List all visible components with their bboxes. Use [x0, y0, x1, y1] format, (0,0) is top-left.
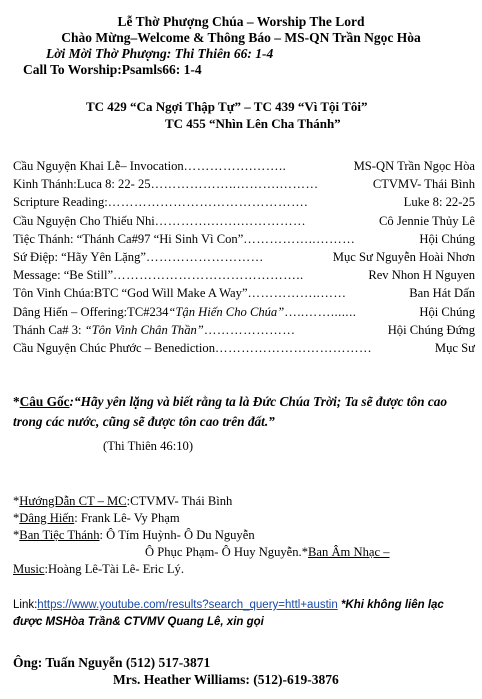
leader-dots: …………….…….. — [183, 159, 287, 173]
bulletin-header — [0, 14, 482, 78]
program-item — [13, 321, 204, 339]
credit-label: HướngDẫn CT – MC — [19, 494, 127, 508]
leader-dots: ………………..……….……… — [150, 177, 319, 192]
program-leader: Ban Hát Dấn — [409, 286, 475, 301]
program-item: Tiệc Thánh: “Thánh Ca#97 “Hi Sinh Vì Con” — [13, 231, 244, 246]
youtube-link[interactable]: https://www.youtube.com/results?search_query=httl+austin — [37, 599, 338, 611]
program-leader: Luke 8: 22-25 — [403, 195, 475, 210]
credit-label: Music — [13, 562, 45, 576]
program-item-hymn: “Tận Hiến Cho Chúa” — [168, 304, 285, 319]
program-item-text: Dâng Hiến – Offering:TC#234 — [13, 304, 169, 319]
credit-value: :CTVMV- Thái Bình — [126, 494, 233, 508]
leader-dots: ……………………………… — [215, 341, 373, 356]
program-item: Tôn Vinh Chúa:BTC “God Will Make A Way” — [13, 286, 248, 301]
leader-dots: ……………..…… — [247, 286, 347, 301]
verse-star: * — [13, 394, 20, 409]
welcome-line: Chào Mừng–Welcome & Thông Báo – MS-QN Trần Ngọc Hòa — [61, 30, 421, 45]
credit-label: Ban Âm Nhạc – — [308, 545, 390, 559]
program-row — [13, 230, 475, 248]
program-leader: Rev Nhon H Nguyen — [368, 268, 475, 283]
contact-1: Ông: Tuấn Nguyễn (512) 517-3871 — [13, 655, 211, 670]
credit-communion: *Ban Tiệc Thánh: Ô Tím Huỳnh- Ô Du Nguyễn — [13, 528, 255, 542]
program-row — [13, 193, 475, 211]
program-leader: Mục Sư — [434, 341, 475, 356]
credit-value: : Ô Tím Huỳnh- Ô Du Nguyễn — [99, 528, 255, 542]
program-leader: Hội Chúng Đứng — [387, 322, 475, 337]
hymn-line-1: TC 429 “Ca Ngợi Thập Tự” – TC 439 “Vì Tội Tôi” — [86, 99, 368, 114]
credit-label: Dâng Hiến — [19, 511, 75, 525]
verse-text-block — [13, 392, 475, 432]
credit-communion-cont: Ô Phục Phạm- Ô Huy Nguyễn.*Ban Âm Nhạc – — [145, 545, 390, 559]
program-row — [13, 175, 475, 193]
program-item: Sứ Điệp: “Hãy Yên Lặng” — [13, 250, 146, 265]
program-item: Kinh Thánh:Luca 8: 22- 25 — [13, 177, 151, 192]
program-item — [13, 303, 284, 321]
livestream-link-block — [13, 597, 475, 631]
leader-dots: ………………………………………. — [107, 195, 308, 210]
service-title: Lễ Thờ Phượng Chúa – Worship The Lord — [117, 14, 365, 29]
program-row — [13, 339, 475, 357]
memory-verse — [13, 392, 475, 454]
hymn-list — [0, 98, 482, 132]
verse-label: Câu Gốc — [19, 394, 70, 409]
verse-citation: (Thi Thiên 46:10) — [103, 439, 194, 453]
program-row — [13, 212, 475, 230]
contact-2: Mrs. Heather Williams: (512)-619-3876 — [113, 672, 339, 687]
program-item-text: Thánh Ca# 3: — [13, 322, 82, 337]
program-leader: Hội Chúng — [419, 231, 475, 246]
credit-label: Ban Tiệc Thánh — [19, 528, 100, 542]
credit-value: Ô Phục Phạm- Ô Huy Nguyễn. — [145, 545, 302, 559]
link-prefix: Link: — [13, 599, 38, 611]
call-to-worship-vn: Lời Mời Thờ Phượng: Thi Thiên 66: 1-4 — [46, 46, 274, 61]
program-leader: Cô Jennie Thủy Lê — [379, 213, 475, 228]
program-row — [13, 303, 475, 321]
program-leader: Mục Sư Nguyễn Hoài Nhơn — [332, 250, 475, 265]
program-item-hymn: “Tôn Vinh Chân Thần” — [84, 322, 204, 337]
program-row — [13, 157, 475, 175]
program-row — [13, 266, 475, 284]
hymn-line-2: TC 455 “Nhìn Lên Cha Thánh” — [165, 116, 341, 131]
program-row — [13, 321, 475, 339]
contact-list — [13, 654, 475, 688]
credit-music — [13, 561, 475, 578]
program-item: Cầu Nguyện Khai Lễ– Invocation — [13, 159, 184, 173]
leader-dots: ……………..……… — [243, 231, 356, 246]
program-item: Cầu Nguyện Chúc Phước – Benediction — [13, 341, 216, 356]
program-leader: CTVMV- Thái Bình — [372, 177, 475, 192]
credit-offering: *Dâng Hiến: Frank Lê- Vy Phạm — [13, 511, 180, 525]
credit-value: :Hoàng Lê-Tài Lê- Eric Lý. — [44, 562, 184, 576]
program-row — [13, 284, 475, 302]
program-row — [13, 248, 475, 266]
verse-text: :“Hãy yên lặng và biết rằng ta là Đức Chúa Trời; Ta sẽ được tôn cao trong các nước, cũng sẽ được tôn cao trên đất.” — [13, 394, 448, 429]
leader-dots: …..……....... — [284, 304, 357, 319]
order-of-service — [13, 157, 475, 357]
service-credits — [13, 493, 475, 578]
program-leader: Hội Chúng — [419, 304, 475, 319]
leader-dots: ………….…….…………… — [154, 213, 307, 228]
program-item: Scripture Reading: — [13, 195, 108, 210]
credit-value: : Frank Lê- Vy Phạm — [74, 511, 180, 525]
leader-dots: ……………………… — [145, 250, 264, 265]
program-item: Message: “Be Still” — [13, 268, 114, 283]
leader-dots: ………………… — [203, 322, 296, 337]
credit-mc: *HướngDẫn CT – MC:CTVMV- Thái Bình — [13, 494, 233, 508]
program-leader: MS-QN Trần Ngọc Hòa — [353, 159, 475, 173]
program-item: Cầu Nguyện Cho Thiếu Nhi — [13, 213, 155, 228]
leader-dots: …………………………………….. — [113, 268, 304, 283]
call-to-worship-en: Call To Worship:Psamls66: 1-4 — [23, 62, 202, 77]
contact-note: *Khi không liên lạc được MSHòa Trần& CTVMV Quang Lê, xin gọi — [13, 599, 444, 628]
